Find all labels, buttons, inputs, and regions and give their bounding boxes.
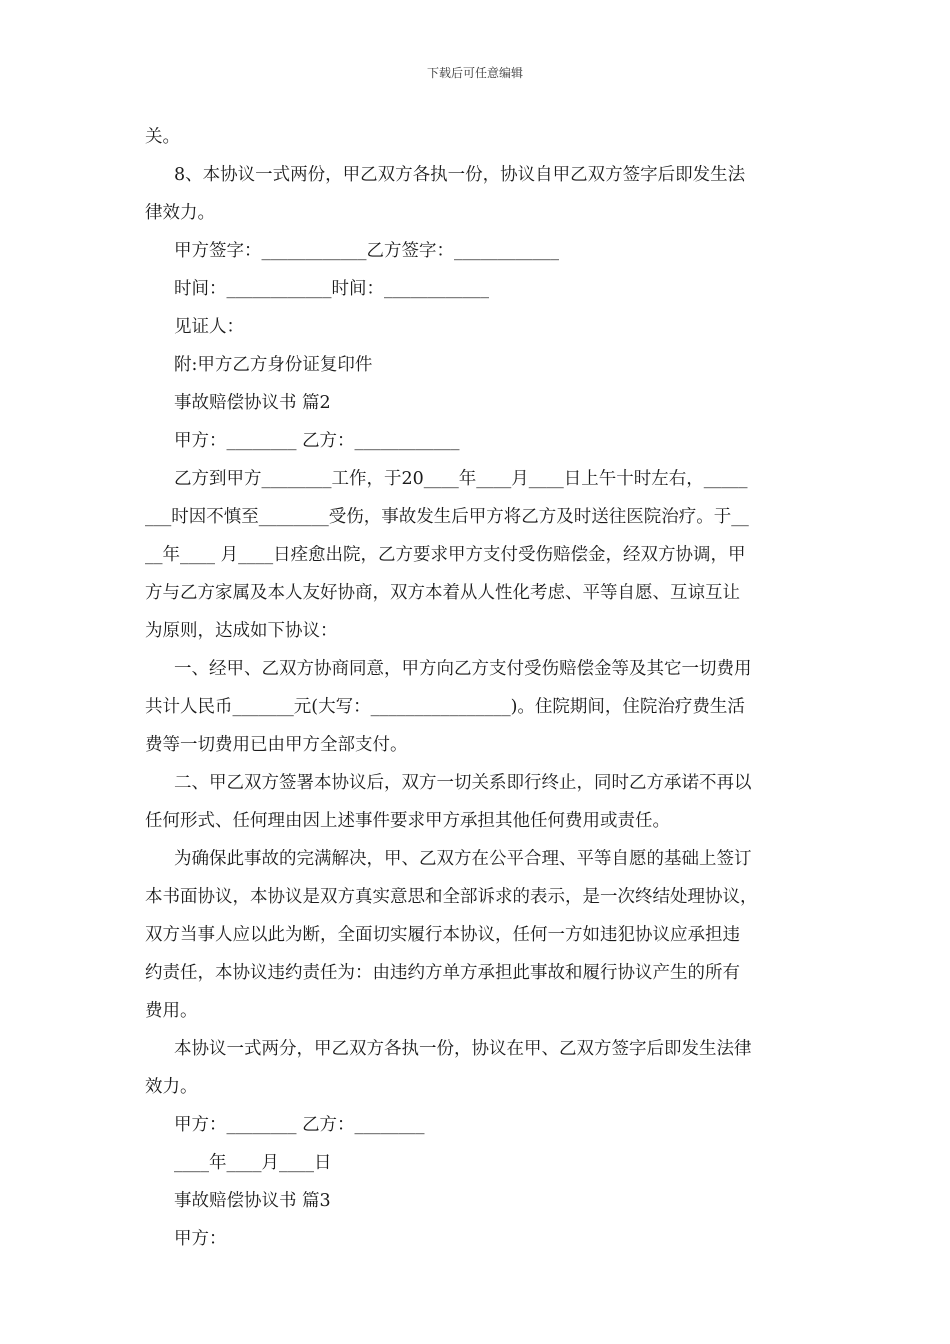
text-line: 附:甲方乙方身份证复印件 <box>174 355 373 375</box>
text-line: ___时因不慎至________受伤，事故发生后甲方将乙方及时送往医院治疗。于__ <box>145 507 749 527</box>
text-line: 任何形式、任何理由因上述事件要求甲方承担其他任何费用或责任。 <box>145 811 670 831</box>
text-line: ____年____月____日 <box>174 1153 332 1173</box>
document-body <box>145 118 810 1258</box>
text-line: 双方当事人应以此为断，全面切实履行本协议，任何一方如违犯协议应承担违 <box>145 925 740 945</box>
text-line: 甲方：________ 乙方：____________ <box>174 431 460 451</box>
text-line: 费用。 <box>145 1001 198 1021</box>
text-line: 事故赔偿协议书 篇2 <box>174 393 331 413</box>
text-line: 律效力。 <box>145 203 215 223</box>
text-line: 为确保此事故的完满解决，甲、乙双方在公平合理、平等自愿的基础上签订 <box>174 849 752 869</box>
text-line: 本书面协议，本协议是双方真实意思和全部诉求的表示，是一次终结处理协议， <box>145 887 758 907</box>
text-line: 效力。 <box>145 1077 198 1097</box>
text-line: 共计人民币_______元(大写：________________)。住院期间，住院治疗费生活 <box>145 697 745 717</box>
text-line: 8、本协议一式两份，甲乙双方各执一份，协议自甲乙双方签字后即发生法 <box>174 165 746 185</box>
text-line: 见证人： <box>174 317 244 337</box>
text-line: __年____ 月____日痊愈出院，乙方要求甲方支付受伤赔偿金，经双方协调，甲 <box>145 545 746 565</box>
text-line: 本协议一式两分，甲乙双方各执一份，协议在甲、乙双方签字后即发生法律 <box>174 1039 752 1059</box>
text-line: 费等一切费用已由甲方全部支付。 <box>145 735 408 755</box>
text-line: 为原则，达成如下协议： <box>145 621 338 641</box>
text-line: 时间：____________时间：____________ <box>174 279 489 299</box>
text-line: 方与乙方家属及本人友好协商，双方本着从人性化考虑、平等自愿、互谅互让 <box>145 583 740 603</box>
text-line: 甲方： <box>174 1229 227 1249</box>
page-header: 下载后可任意编辑 <box>426 66 523 80</box>
text-line: 乙方到甲方________工作，于20____年____月____日上午十时左右，_____ <box>174 469 748 489</box>
text-line: 事故赔偿协议书 篇3 <box>174 1191 331 1211</box>
text-line: 二、甲乙双方签署本协议后，双方一切关系即行终止，同时乙方承诺不再以 <box>174 773 752 793</box>
text-line: 甲方：________ 乙方：________ <box>174 1115 425 1135</box>
text-line: 一、经甲、乙双方协商同意，甲方向乙方支付受伤赔偿金等及其它一切费用 <box>174 659 752 679</box>
text-line: 约责任，本协议违约责任为：由违约方单方承担此事故和履行协议产生的所有 <box>145 963 740 983</box>
text-line: 甲方签字：____________乙方签字：____________ <box>174 241 559 261</box>
text-line: 关。 <box>145 127 180 147</box>
